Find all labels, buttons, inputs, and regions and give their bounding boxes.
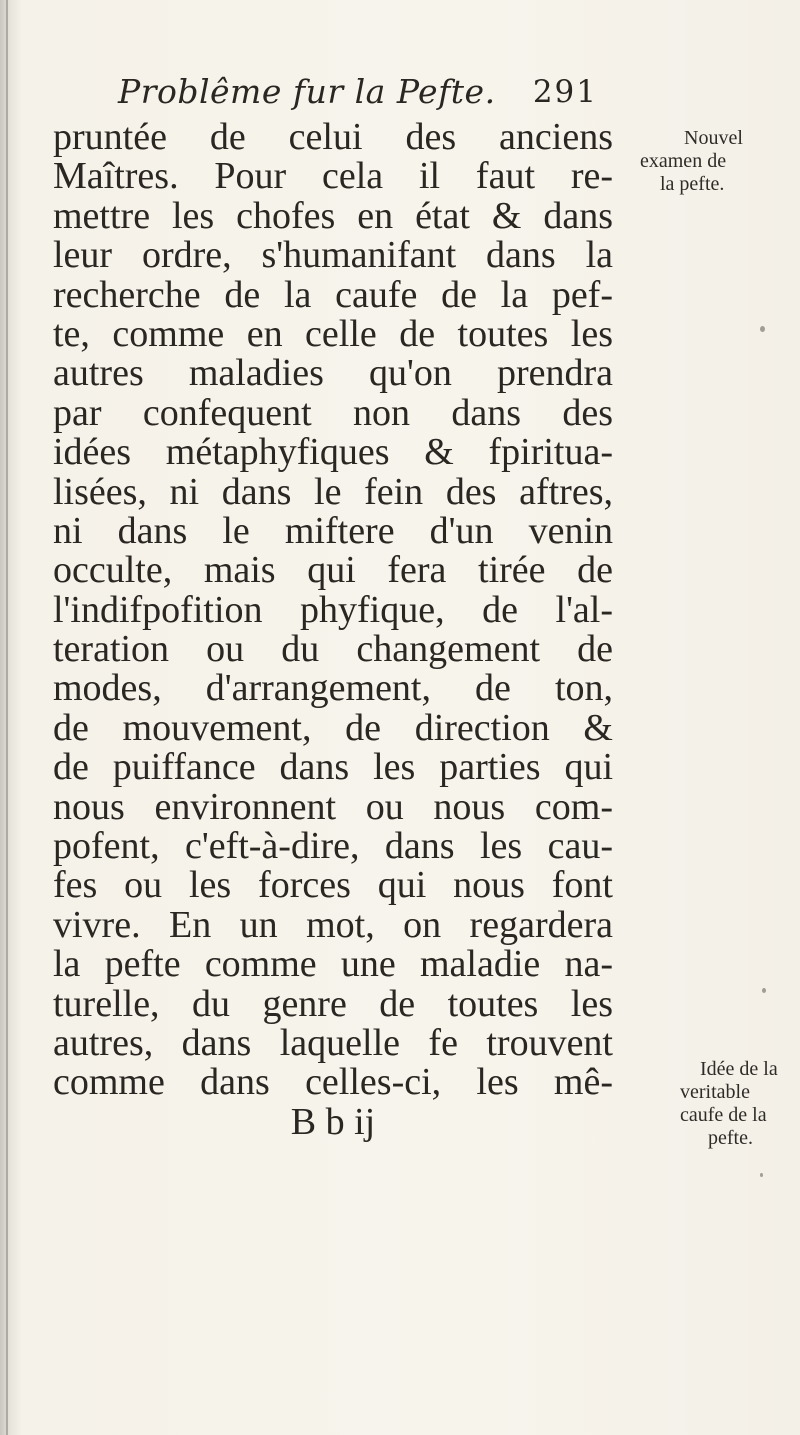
text-line: teration ou du changement de [53, 628, 613, 671]
text-line: fes ou les forces qui nous font [53, 864, 613, 907]
signature-mark: B b ij [290, 1100, 376, 1143]
margin-note-nouvel-examen [640, 127, 790, 196]
text-line: leur ordre, s'humanifant dans la [53, 234, 613, 277]
margin-note-idee-cause [680, 1058, 795, 1150]
paper-speck [762, 988, 766, 993]
text-line: de mouvement, de direction & [53, 706, 613, 749]
paper-speck [760, 1173, 763, 1177]
text-line: recherche de la caufe de la pef- [53, 273, 613, 316]
text-line: par confequent non dans des [53, 391, 613, 434]
text-line: l'indifpofition phyfique, de l'al- [53, 588, 613, 631]
text-line: nous environnent ou nous com- [53, 785, 613, 828]
text-line: te, comme en celle de toutes les [53, 312, 613, 355]
text-line: occulte, mais qui fera tirée de [53, 549, 613, 592]
text-line: modes, d'arrangement, de ton, [53, 667, 613, 710]
margin-note-line: la pefte. [660, 173, 725, 195]
text-line: mettre les chofes en état & dans [53, 194, 613, 237]
text-line: la pefte comme une maladie na- [53, 943, 613, 986]
margin-note-line: examen de [640, 150, 727, 172]
page-gutter [6, 0, 8, 1435]
text-line: vivre. En un mot, on regardera [53, 903, 613, 946]
margin-note-line: caufe de la [680, 1104, 767, 1126]
main-text-block [53, 118, 613, 1142]
text-line: comme dans celles-ci, les mê- [53, 1061, 613, 1104]
margin-note-line: pefte. [708, 1127, 753, 1149]
text-line: autres, dans laquelle fe trouvent [53, 1021, 613, 1064]
running-header [118, 72, 598, 122]
text-line: pruntée de celui des anciens [53, 116, 613, 158]
text-line: idées métaphyfiques & fpiritua- [53, 431, 613, 474]
paper-speck [760, 326, 765, 332]
margin-note-line: Nouvel [684, 127, 743, 149]
text-line: turelle, du genre de toutes les [53, 982, 613, 1025]
page-number: 291 [532, 74, 598, 110]
text-line: pofent, c'eft-à-dire, dans les cau- [53, 825, 613, 868]
text-line: de puiffance dans les parties qui [53, 746, 613, 789]
running-title: Problême fur la Pefte. [118, 72, 496, 111]
text-line: ni dans le miftere d'un venin [53, 509, 613, 552]
margin-note-line: veritable [680, 1081, 750, 1103]
text-line: Maîtres. Pour cela il faut re- [53, 155, 613, 198]
margin-note-line: Idée de la [700, 1058, 778, 1080]
text-line: lisées, ni dans le fein des aftres, [53, 470, 613, 513]
text-line: autres maladies qu'on prendra [53, 352, 613, 395]
